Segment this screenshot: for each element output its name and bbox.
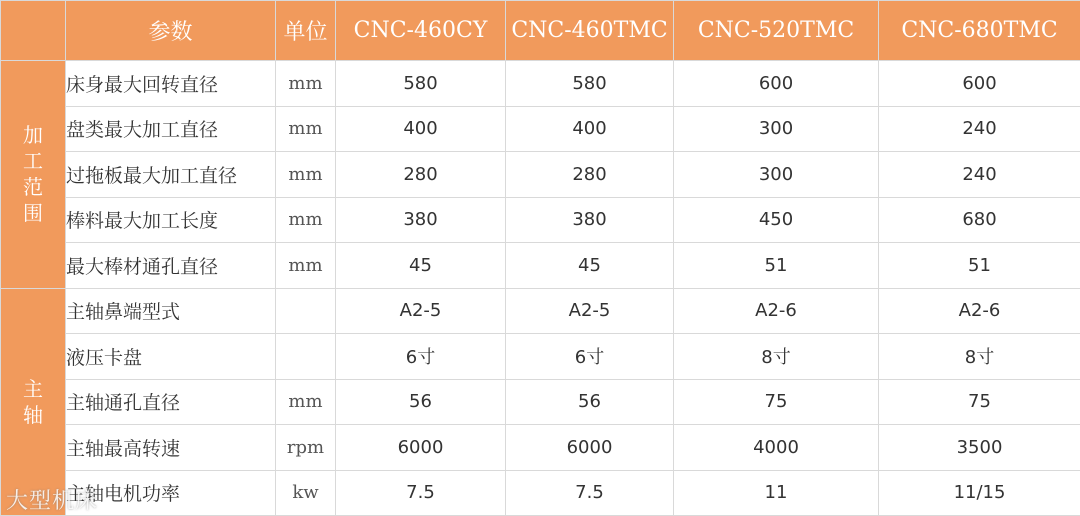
value-cell: 11 [674, 470, 879, 516]
header-row [1, 1, 1080, 61]
param-cell: 液压卡盘 [66, 334, 276, 380]
value-cell: 600 [879, 61, 1080, 107]
header-param: 参数 [66, 1, 276, 61]
group-label-spindle [1, 288, 66, 516]
unit-cell [276, 334, 336, 380]
header-model-2: CNC-460TMC [506, 1, 674, 61]
table-row [1, 243, 1080, 289]
value-cell: 380 [506, 197, 674, 243]
group-label-char: 工 [1, 148, 65, 174]
value-cell: 75 [879, 379, 1080, 425]
value-cell: A2-5 [506, 288, 674, 334]
value-cell: A2-6 [879, 288, 1080, 334]
table-row [1, 152, 1080, 198]
unit-cell: mm [276, 61, 336, 107]
value-cell: 280 [506, 152, 674, 198]
value-cell: 3500 [879, 425, 1080, 471]
value-cell: 6寸 [336, 334, 506, 380]
value-cell: A2-6 [674, 288, 879, 334]
unit-cell: mm [276, 197, 336, 243]
param-cell: 盘类最大加工直径 [66, 106, 276, 152]
header-unit: 单位 [276, 1, 336, 61]
value-cell: 7.5 [506, 470, 674, 516]
table-row [1, 106, 1080, 152]
value-cell: 75 [674, 379, 879, 425]
header-corner [1, 1, 66, 61]
value-cell: A2-5 [336, 288, 506, 334]
header-model-1: CNC-460CY [336, 1, 506, 61]
value-cell: 45 [336, 243, 506, 289]
table-row [1, 288, 1080, 334]
table-row [1, 425, 1080, 471]
value-cell: 240 [879, 106, 1080, 152]
param-cell: 主轴通孔直径 [66, 379, 276, 425]
table-row [1, 334, 1080, 380]
group-label-char: 围 [1, 200, 65, 226]
value-cell: 580 [506, 61, 674, 107]
unit-cell: mm [276, 152, 336, 198]
group-label-char: 加 [1, 122, 65, 148]
table-row [1, 197, 1080, 243]
value-cell: 51 [674, 243, 879, 289]
value-cell: 450 [674, 197, 879, 243]
value-cell: 300 [674, 152, 879, 198]
value-cell: 8寸 [879, 334, 1080, 380]
group-label-char: 范 [1, 174, 65, 200]
unit-cell: rpm [276, 425, 336, 471]
header-model-3: CNC-520TMC [674, 1, 879, 61]
value-cell: 600 [674, 61, 879, 107]
param-cell: 主轴电机功率 [66, 470, 276, 516]
value-cell: 280 [336, 152, 506, 198]
value-cell: 6寸 [506, 334, 674, 380]
value-cell: 680 [879, 197, 1080, 243]
value-cell: 56 [336, 379, 506, 425]
param-cell: 过拖板最大加工直径 [66, 152, 276, 198]
table-row [1, 470, 1080, 516]
table-row [1, 61, 1080, 107]
value-cell: 56 [506, 379, 674, 425]
value-cell: 300 [674, 106, 879, 152]
value-cell: 7.5 [336, 470, 506, 516]
value-cell: 51 [879, 243, 1080, 289]
unit-cell: mm [276, 243, 336, 289]
param-cell: 床身最大回转直径 [66, 61, 276, 107]
group-label-char: 轴 [1, 402, 65, 428]
value-cell: 45 [506, 243, 674, 289]
unit-cell: mm [276, 106, 336, 152]
value-cell: 400 [506, 106, 674, 152]
value-cell: 8寸 [674, 334, 879, 380]
param-cell: 主轴鼻端型式 [66, 288, 276, 334]
unit-cell: kw [276, 470, 336, 516]
value-cell: 400 [336, 106, 506, 152]
param-cell: 棒料最大加工长度 [66, 197, 276, 243]
table-row [1, 379, 1080, 425]
unit-cell: mm [276, 379, 336, 425]
value-cell: 240 [879, 152, 1080, 198]
value-cell: 6000 [506, 425, 674, 471]
value-cell: 11/15 [879, 470, 1080, 516]
param-cell: 最大棒材通孔直径 [66, 243, 276, 289]
value-cell: 380 [336, 197, 506, 243]
unit-cell [276, 288, 336, 334]
value-cell: 4000 [674, 425, 879, 471]
group-label-char: 主 [1, 376, 65, 402]
param-cell: 主轴最高转速 [66, 425, 276, 471]
group-label-machining-range [1, 61, 66, 289]
watermark-logo: 大型机床 [6, 484, 98, 515]
header-model-4: CNC-680TMC [879, 1, 1080, 61]
value-cell: 580 [336, 61, 506, 107]
value-cell: 6000 [336, 425, 506, 471]
